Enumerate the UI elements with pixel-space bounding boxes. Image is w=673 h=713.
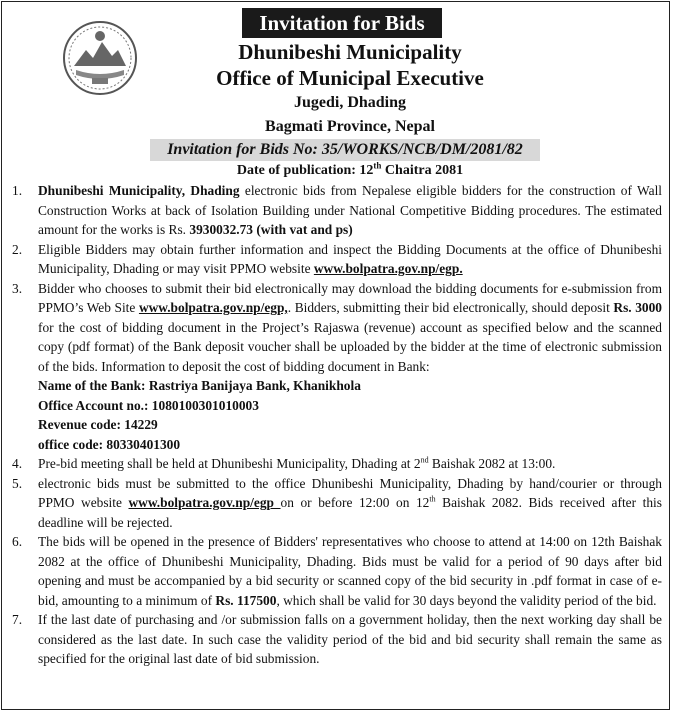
office-code: office code: 80330401300	[38, 436, 181, 452]
ppmo-website-link[interactable]: www.bolpatra.gov.np/egp	[128, 495, 281, 510]
list-item: 5. electronic bids must be submitted to the office Dhunibeshi Municipality, Dhading by hand/courier or through PPMO website www.bolpatra.gov.np/egp on or before 12:00 on 12th Baishak 2082. Bids received after this deadline will be rejected.	[12, 475, 662, 530]
list-item: 3. Bidder who chooses to submit their bid electronically may download the bidding documents for e-submission from PPMO’s Web Site www.bolpatra.gov.np/egp,. Bidders, submitting their bid electronically, should deposit Rs. 3000 for the cost of bidding document in the Project’s Rajaswa (revenue) account as specified below and the scanned copy (pdf format) of the Bank deposit voucher shall be uploaded by the bidder at the time of electronic submission of the bids. Information to deposit the cost of bidding document in Bank: Name of the Bank: Rastriya Banijaya Bank, Khanikhola Office Account no.: 1080100301010003 Revenue code: 14229 office code: 80330401300	[12, 279, 662, 455]
notice-banner: Invitation for Bids	[242, 8, 442, 38]
revenue-code: Revenue code: 14229	[38, 417, 158, 432]
municipality-name: Dhunibeshi Municipality	[238, 40, 462, 64]
office-name: Office of Municipal Executive	[216, 66, 484, 90]
list-item: 6. The bids will be opened in the presence of Bidders' representatives who choose to attend at 14:00 on 12th Baishak 2082 at the office of Dhunibeshi Municipality, Dhading. Bids must be valid for a period of 90 days after bid opening and must be accompanied by a bid security or scanned copy of the bid security in .pdf format in case of e-bid, amounting to a minimum of Rs. 117500, which shall be valid for 30 days beyond the validity period of the bid.	[12, 534, 662, 608]
office-location: Jugedi, Dhading	[293, 94, 407, 111]
ifb-number: Invitation for Bids No: 35/WORKS/NCB/DM/2081/82	[150, 139, 540, 161]
bank-name: Name of the Bank: Rastriya Banijaya Bank, Khanikhola	[38, 378, 361, 393]
publication-date: Date of publication: 12th Chaitra 2081	[236, 160, 464, 178]
ppmo-website-link[interactable]: www.bolpatra.gov.np/egp.	[313, 261, 463, 276]
list-item: 4. Pre-bid meeting shall be held at Dhunibeshi Municipality, Dhading at 2nd Baishak 2082 at 13:00.	[12, 455, 556, 471]
bid-conditions-list	[12, 181, 662, 669]
list-item: 2. Eligible Bidders may obtain further information and inspect the Bidding Documents at the office of Dhunibeshi Municipality, Dhading or may visit PPMO website www.bolpatra.gov.np/egp.	[12, 241, 662, 276]
province-name: Bagmati Province, Nepal	[265, 118, 435, 135]
office-account-number: Office Account no.: 1080100301010003	[38, 397, 259, 413]
ppmo-website-link[interactable]: www.bolpatra.gov.np/egp,	[138, 300, 288, 315]
government-emblem-seal-icon	[62, 20, 138, 96]
list-item: 7. If the last date of purchasing and /or submission falls on a government holiday, then the next working day shall be considered as the last date. In such case the validity period of the bid and bid security shall remain the same as specified for the original last date of bid submission.	[12, 612, 662, 666]
list-item: 1. Dhunibeshi Municipality, Dhading electronic bids from Nepalese eligible bidders for the construction of Wall Construction Works at back of Isolation Building under National Competitive Bidding procedures. The estimated amount for the works is Rs. 3930032.73 (with vat and ps)	[12, 183, 663, 237]
